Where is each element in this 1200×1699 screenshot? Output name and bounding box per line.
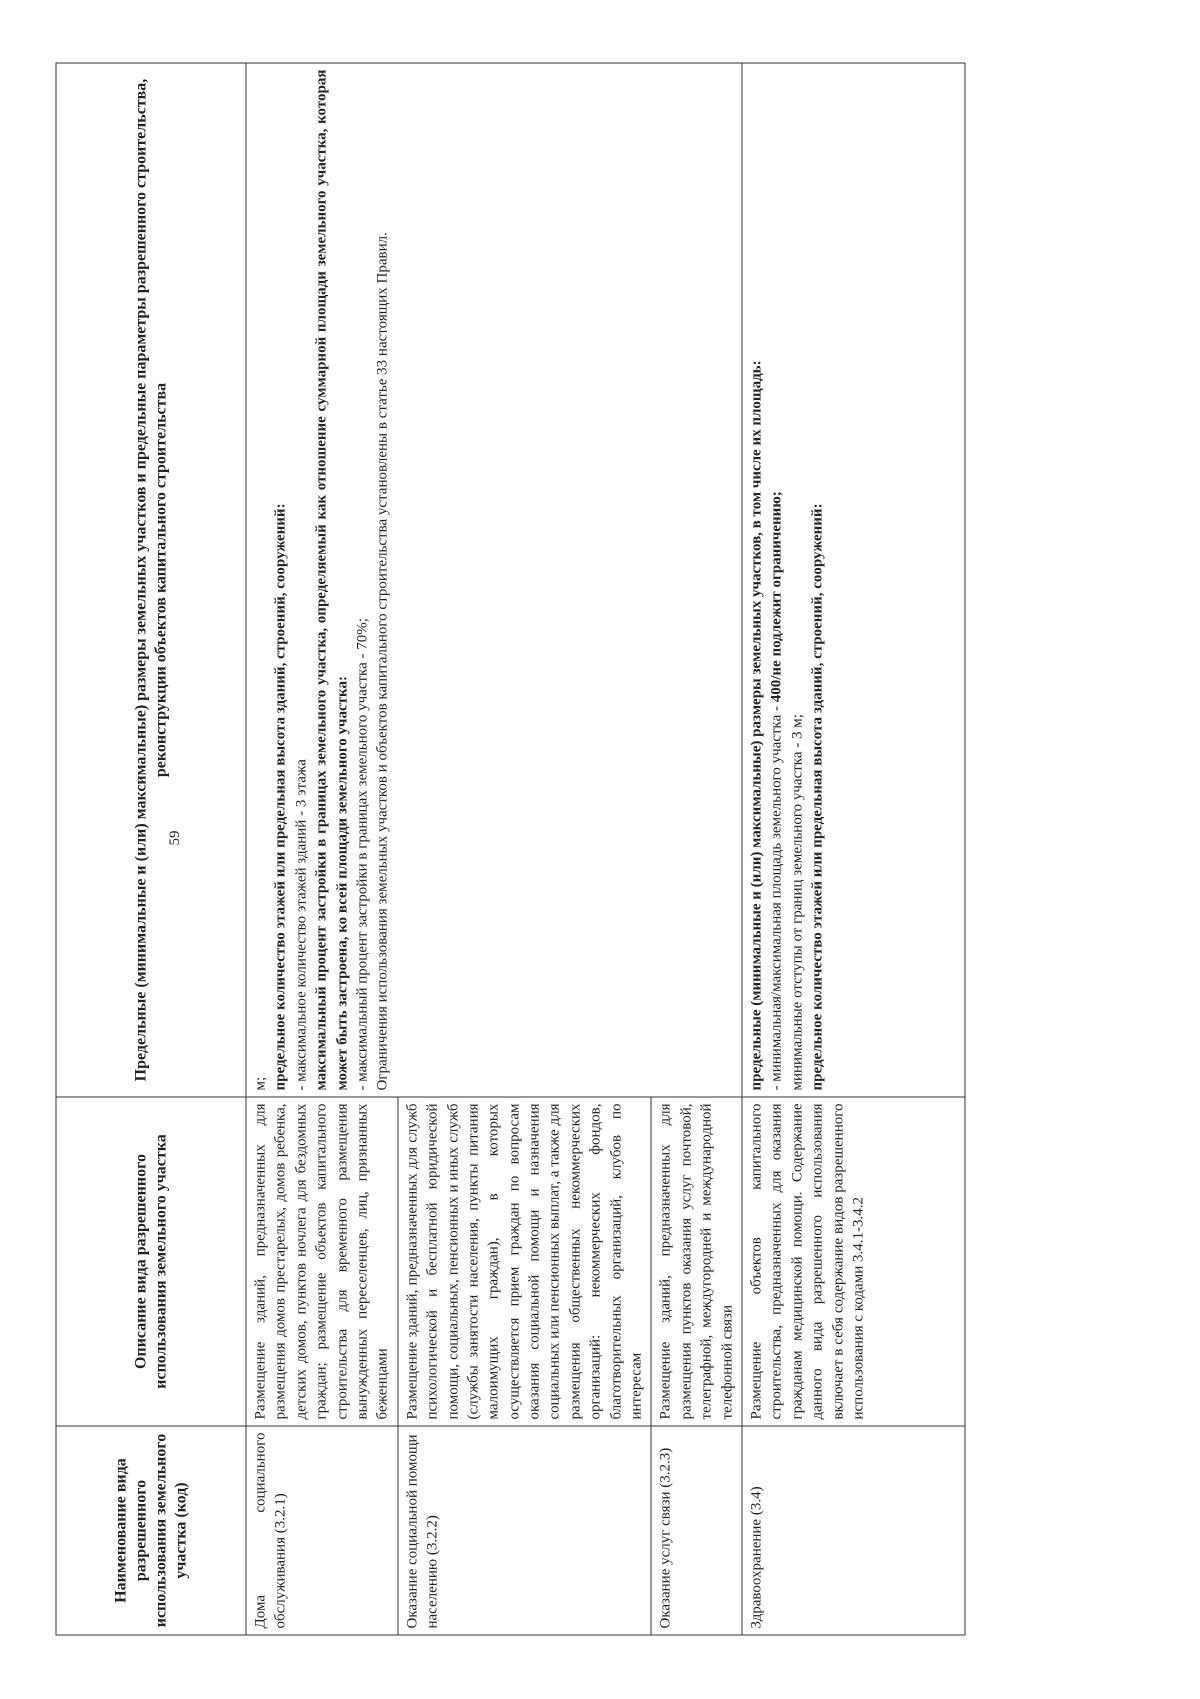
param-line: предельное количество этажей или предельная высота зданий, строений, сооружений: <box>809 503 826 1091</box>
row-name: Здравоохранение (3.4) <box>742 1426 965 1635</box>
rotated-page-content <box>56 63 966 1636</box>
param-line-plain: - минимальная/максимальная площадь земельного участка - <box>768 702 785 1091</box>
header-name: Наименование вида разрешенного использования земельного участка (код) <box>56 1426 246 1635</box>
page-number: 59 <box>167 830 183 846</box>
row-params <box>246 63 742 1097</box>
row-description: Размещение объектов капитального строительства, предназначенных для оказания гражданам медицинской помощи. Содержание данного вида разрешенного использования включает в себя содержание видов разрешенного использования с кодами 3.4.1-3.4.2 <box>742 1097 965 1426</box>
param-line: предельное количество этажей или предельная высота зданий, строений, сооружений: <box>272 503 289 1091</box>
param-line <box>767 70 787 1091</box>
param-line: - максимальный процент застройки в границах земельного участка - 70%; <box>354 618 371 1091</box>
row-name: Дома социального обслуживания (3.2.1) <box>246 1426 398 1635</box>
table-header-row <box>56 63 246 1635</box>
table-row <box>742 63 965 1635</box>
row-params <box>742 63 965 1097</box>
param-line: минимальные отступы от границ земельного участка - 3 м; <box>789 714 806 1091</box>
row-name: Оказание услуг связи (3.2.3) <box>651 1426 742 1635</box>
row-description: Размещение зданий, предназначенных для служб психологической и бесплатной юридической помощи, социальных, пенсионных и иных служб (службы занятости населения, пункты питания малоимущих граждан), в которых осуществляется прием граждан по вопросам оказания социальной помощи и назначения социальных или пенсионных выплат, а также для размещения общественных некоммерческих организаций: некоммерческих фондов, благотворительных организаций, клубов по интересам <box>398 1097 652 1426</box>
header-params: Предельные (минимальные и (или) максимальные) размеры земельных участков и предельные параметры разрешенного строительства, реконструкции объектов капитального строительства <box>56 63 246 1097</box>
param-line-text <box>769 491 785 1090</box>
row-description: Размещение зданий, предназначенных для размещения пунктов оказания услуг почтовой, телеграфной, междугородней и международной телефонной связи <box>651 1097 742 1426</box>
row-name: Оказание социальной помощи населению (3.2.2) <box>398 1426 652 1635</box>
header-description: Описание вида разрешенного использования земельного участка <box>56 1097 246 1426</box>
land-use-table <box>56 63 966 1636</box>
row-description: Размещение зданий, предназначенных для размещения домов престарелых, домов ребенка, детских домов, пунктов ночлега для бездомных граждан; размещение объектов капитального строительства для временного размещения вынужденных переселенцев, лиц, признанных беженцами <box>246 1097 398 1426</box>
param-line: Ограничения использования земельных участков и объектов капитального строительства установлены в статье 33 настоящих Правил. <box>374 232 391 1091</box>
param-line: максимальный процент застройки в границах земельного участка, определяемый как отношение суммарной площади земельного участка, которая может быть застроена, ко всей площади земельного участка: <box>313 69 351 1091</box>
table-row <box>246 63 398 1635</box>
param-line: м; <box>252 1076 269 1091</box>
param-line: - максимальное количество этажей зданий - 3 этажа <box>293 759 310 1091</box>
param-line: предельные (минимальные и (или) максимальные) размеры земельных участков, в том числе их площадь: <box>748 360 765 1091</box>
param-line-bold: 400/не подлежит ограничению; <box>768 491 785 703</box>
